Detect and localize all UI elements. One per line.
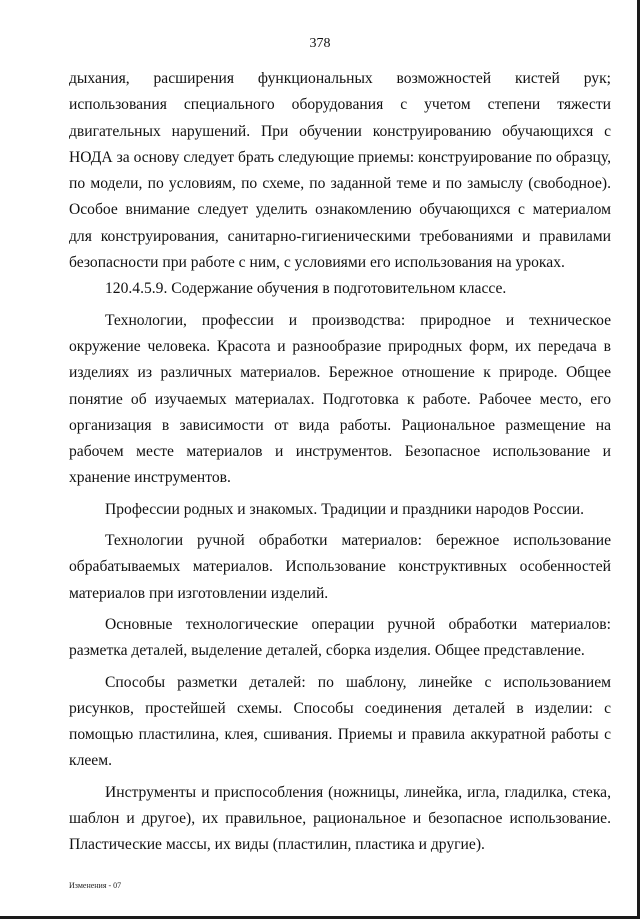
body-text bbox=[69, 66, 611, 859]
paragraph: Технологии ручной обработки материалов: бережное использование обрабатываемых материалов. Использование конструктивных особенностей материалов при изготовлении изделий. bbox=[69, 532, 611, 602]
paragraph: Профессии родных и знакомых. Традиции и праздники народов России. bbox=[105, 500, 584, 518]
paragraph: Основные технологические операции ручной обработки материалов: разметка деталей, выделение деталей, сборка изделия. Общее представление. bbox=[69, 615, 611, 660]
paragraph: Технологии, профессии и производства: природное и техническое окружение человека. Красота и разнообразие природных форм, их передача в изделиях из различных материалов. Бережное отношение к природе. Общее понятие об изучаемых материалах. Подготовка к работе. Рабочее место, его организация в зависимости от вида работы. Рациональное размещение на рабочем месте материалов и инструментов. Безопасное использование и хранение инструментов. bbox=[69, 311, 611, 487]
page-number: 378 bbox=[309, 36, 331, 51]
paragraph-continuation: дыхания, расширения функциональных возможностей кистей рук; использования специального оборудования с учетом степени тяжести двигательных нарушений. При обучении конструированию обучающихся с НОДА за основу следует брать следующие приемы: конструирование по образцу, по модели, по условиям, по схеме, по заданной теме и по замыслу (свободное). Особое внимание следует уделить ознакомлению обучающихся с материалом для конструирования, санитарно-гигиеническими требованиями и правилами безопасности при работе с ним, с условиями его использования на уроках. bbox=[69, 70, 611, 272]
footer-revision-note: Изменения - 07 bbox=[69, 881, 122, 890]
paragraph: Инструменты и приспособления (ножницы, линейка, игла, гладилка, стека, шаблон и другое), их правильное, рациональное и безопасное использование. Пластические массы, их виды (пластилин, пластика и другие). bbox=[69, 783, 611, 854]
paragraph: Способы разметки деталей: по шаблону, линейке с использованием рисунков, простейшей схемы. Способы соединения деталей в изделии: с помощью пластилина, клея, сшивания. Приемы и правила аккуратной работы с клеем. bbox=[69, 673, 611, 770]
section-heading: 120.4.5.9. Содержание обучения в подготовительном классе. bbox=[105, 280, 507, 298]
